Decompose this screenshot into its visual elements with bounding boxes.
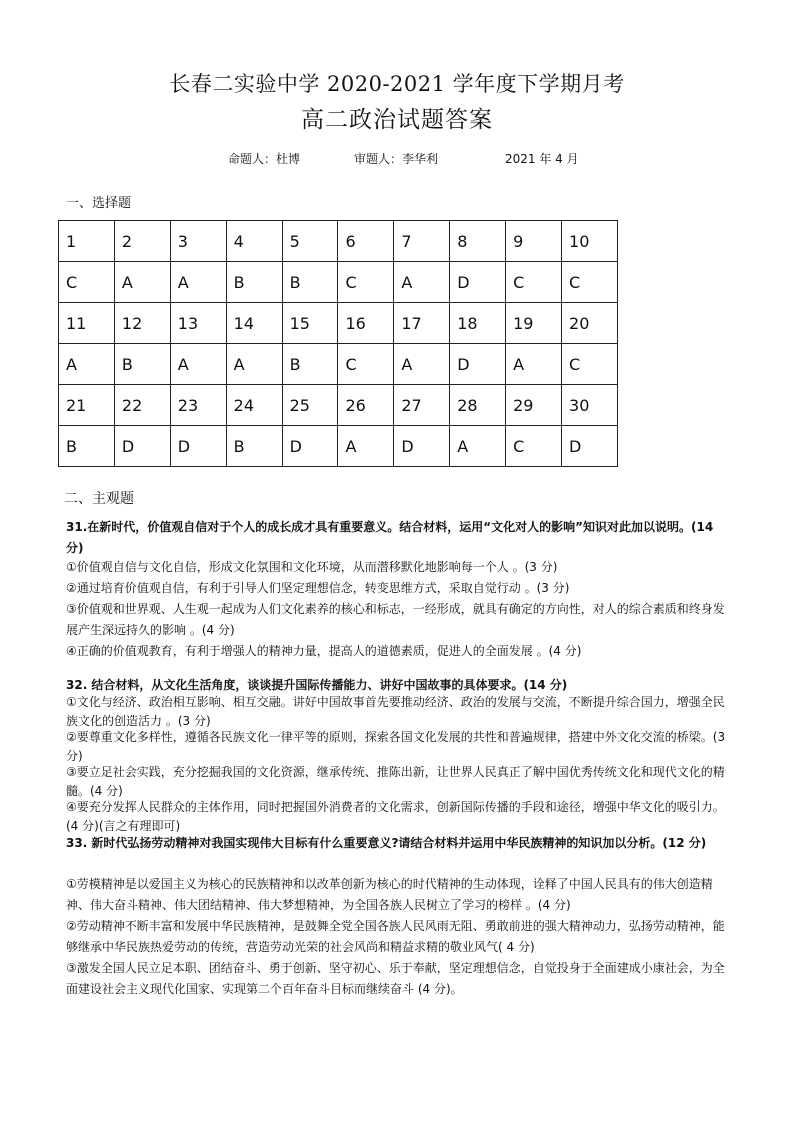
question-number-cell: 14	[226, 303, 282, 344]
answer-cell: A	[114, 262, 170, 303]
q32-point-1: ①文化与经济、政治相互影响、相互交融。讲好中国故事首先要推动经济、政治的发展与交流，不断提升综合国力，增强全民族文化的创造活力 。(3 分)	[66, 695, 725, 728]
question-number-cell: 9	[506, 221, 562, 262]
question-31: 31.在新时代，价值观自信对于个人的成长成才具有重要意义。结合材料，运用“文化对人的影响”知识对此加以说明。(14 分)	[66, 520, 714, 555]
q31-point-3: ③价值观和世界观、人生观一起成为人们文化素养的核心和标志，一经形成，就具有确定的方向性，对人的综合素质和终身发展产生深远持久的影响 。(4 分)	[66, 602, 725, 637]
q33-point-3: ③激发全国人民立足本职、团结奋斗、勇于创新、坚守初心、乐于奉献，坚定理想信念，自觉投身于全面建成小康社会，为全面建设社会主义现代化国家、实现第二个百年奋斗目标而继续奋斗 (4 分)。	[66, 961, 725, 996]
question-number-cell: 6	[338, 221, 394, 262]
answer-cell: B	[59, 426, 115, 467]
answer-cell: C	[59, 262, 115, 303]
date-label: 2021 年 4 月	[505, 152, 579, 166]
question-number-cell: 25	[282, 385, 338, 426]
question-number-cell: 22	[114, 385, 170, 426]
question-number-cell: 19	[506, 303, 562, 344]
question-33: 33. 新时代弘扬劳动精神对我国实现伟大目标有什么重要意义?请结合材料并运用中华民族精神的知识加以分析。(12 分)	[66, 836, 707, 850]
answer-cell: C	[562, 344, 618, 385]
q32-point-2: ②要尊重文化多样性，遵循各民族文化一律平等的原则，探索各国文化发展的共性和普遍规律，搭建中外文化交流的桥梁。(3 分)	[66, 730, 726, 763]
answer-cell: B	[226, 426, 282, 467]
q31-point-2: ②通过培育价值观自信，有利于引导人们坚定理想信念，转变思维方式，采取自觉行动 。(3 分)	[66, 581, 570, 595]
question-number-cell: 23	[170, 385, 226, 426]
question-32: 32. 结合材料，从文化生活角度，谈谈提升国际传播能力、讲好中国故事的具体要求。(14 分)	[66, 678, 568, 692]
question-number-cell: 28	[450, 385, 506, 426]
answer-cell: A	[506, 344, 562, 385]
question-number-cell: 15	[282, 303, 338, 344]
q31-point-4: ④正确的价值观教育，有利于增强人的精神力量，提高人的道德素质，促进人的全面发展 。(4 分)	[66, 644, 582, 658]
answer-cell: B	[282, 262, 338, 303]
answer-cell: D	[282, 426, 338, 467]
question-number-cell: 2	[114, 221, 170, 262]
question-number-cell: 7	[394, 221, 450, 262]
answer-cell: D	[394, 426, 450, 467]
q32-point-4: ④要充分发挥人民群众的主体作用，同时把握国外消费者的文化需求，创新国际传播的手段和途径，增强中华文化的吸引力。(4 分)(言之有理即可)	[66, 800, 725, 833]
section-choice-heading: 一、选择题	[66, 196, 132, 211]
answer-cell: A	[394, 262, 450, 303]
answer-cell: A	[59, 344, 115, 385]
answer-cell: A	[338, 426, 394, 467]
question-number-cell: 24	[226, 385, 282, 426]
question-number-cell: 29	[506, 385, 562, 426]
question-number-cell: 3	[170, 221, 226, 262]
answer-cell: D	[170, 426, 226, 467]
question-number-cell: 1	[59, 221, 115, 262]
section-subjective-heading: 二、主观题	[64, 491, 134, 507]
exam-title: 长春二实验中学 2020-2021 学年度下学期月考	[169, 72, 625, 96]
question-number-cell: 20	[562, 303, 618, 344]
answer-row	[59, 426, 618, 467]
answer-row	[59, 262, 618, 303]
question-number-cell: 30	[562, 385, 618, 426]
answer-cell: B	[226, 262, 282, 303]
question-number-cell: 5	[282, 221, 338, 262]
question-number-cell: 21	[59, 385, 115, 426]
answer-cell: D	[562, 426, 618, 467]
question-number-cell: 18	[450, 303, 506, 344]
q33-point-2: ②劳动精神不断丰富和发展中华民族精神，是鼓舞全党全国各族人民风雨无阻、勇敢前进的强大精神动力，弘扬劳动精神，能够继承中华民族热爱劳动的传统，营造劳动光荣的社会风尚和精益求精的敬业风气( 4 分)	[66, 919, 725, 954]
question-number-cell: 8	[450, 221, 506, 262]
question-number-cell: 10	[562, 221, 618, 262]
reviewer-label: 审题人：李华利	[354, 152, 439, 166]
question-number-cell: 4	[226, 221, 282, 262]
answer-cell: A	[170, 344, 226, 385]
answer-cell: C	[562, 262, 618, 303]
question-number-cell: 12	[114, 303, 170, 344]
answer-cell: B	[282, 344, 338, 385]
question-number-cell: 16	[338, 303, 394, 344]
question-number-cell: 26	[338, 385, 394, 426]
question-number-cell: 13	[170, 303, 226, 344]
q32-point-3: ③要立足社会实践，充分挖掘我国的文化资源，继承传统、推陈出新，让世界人民真正了解中国优秀传统文化和现代文化的精髓。(4 分)	[66, 765, 725, 798]
question-number-cell: 17	[394, 303, 450, 344]
answer-cell: B	[114, 344, 170, 385]
answer-cell: C	[338, 262, 394, 303]
author-label: 命题人：杜博	[228, 152, 301, 166]
answer-cell: C	[338, 344, 394, 385]
answer-cell: D	[450, 344, 506, 385]
answer-cell: A	[450, 426, 506, 467]
answer-cell: A	[170, 262, 226, 303]
exam-subtitle: 高二政治试题答案	[301, 107, 493, 133]
q31-point-1: ①价值观自信与文化自信，形成文化氛围和文化环境，从而潜移默化地影响每一个人 。(3 分)	[66, 560, 558, 574]
answer-cell: D	[114, 426, 170, 467]
question-number-cell: 11	[59, 303, 115, 344]
answer-cell: A	[226, 344, 282, 385]
question-number-row	[59, 221, 618, 262]
question-number-row	[59, 303, 618, 344]
answer-cell: C	[506, 262, 562, 303]
question-number-row	[59, 385, 618, 426]
answer-cell: C	[506, 426, 562, 467]
q33-point-1: ①劳模精神是以爱国主义为核心的民族精神和以改革创新为核心的时代精神的生动体现，诠释了中国人民具有的伟大创造精神、伟大奋斗精神、伟大团结精神、伟大梦想精神，为全国各族人民树立了学习的榜样 。(4 分)	[66, 877, 713, 912]
question-number-cell: 27	[394, 385, 450, 426]
answer-row	[59, 344, 618, 385]
answer-cell: D	[450, 262, 506, 303]
answer-table	[58, 220, 618, 467]
answer-cell: A	[394, 344, 450, 385]
